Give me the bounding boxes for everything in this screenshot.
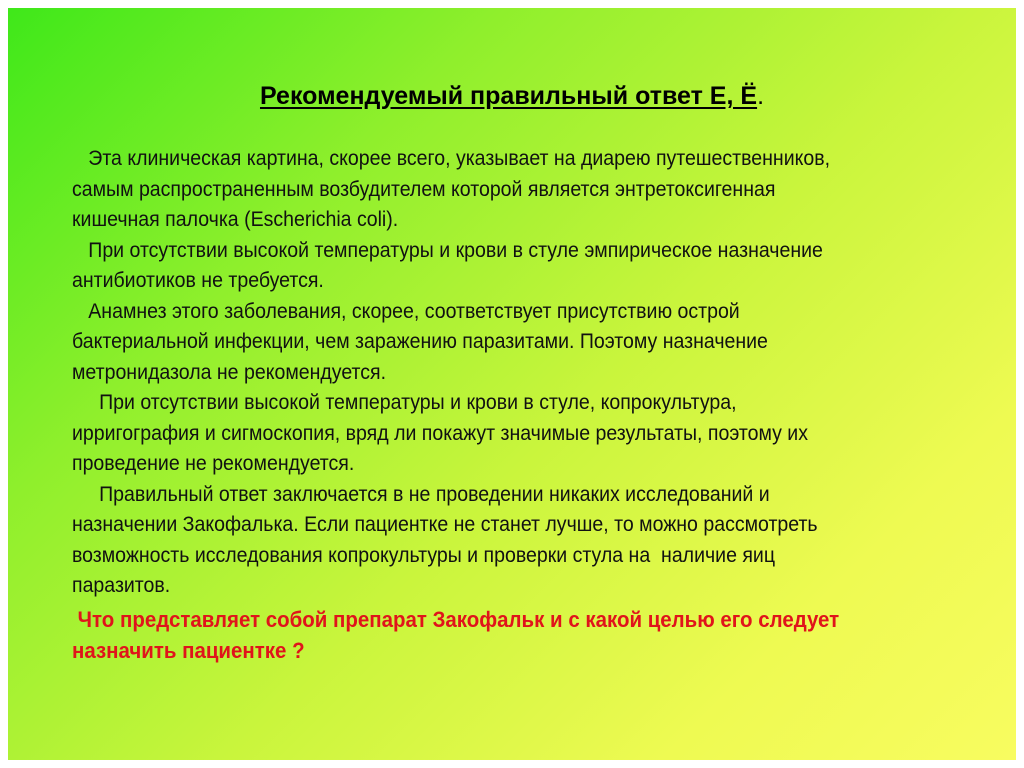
paragraph-line: ирригография и сигмоскопия, вряд ли покажут значимые результаты, поэтому их	[72, 421, 808, 445]
paragraph-line: Правильный ответ заключается в не проведении никаких исследований и	[72, 482, 770, 506]
paragraph-line: проведение не рекомендуется.	[72, 452, 355, 475]
paragraph-5	[72, 480, 909, 602]
paragraph-line: Анамнез этого заболевания, скорее, соответствует присутствию острой	[72, 299, 740, 323]
slide-title	[0, 80, 1024, 112]
paragraph-line: самым распространенным возбудителем которой является энтретоксигенная	[72, 177, 776, 201]
title-period: .	[757, 82, 765, 110]
paragraph-line: возможность исследования копрокультуры и проверки стула на наличие яиц	[72, 543, 776, 567]
paragraph-line: антибиотиков не требуется.	[72, 269, 324, 292]
paragraph-1	[72, 144, 909, 236]
title-text: Рекомендуемый правильный ответ Е, Ё	[259, 82, 758, 110]
question-line: назначить пациентке ?	[72, 638, 305, 663]
paragraph-4	[72, 388, 909, 480]
paragraph-line: Эта клиническая картина, скорее всего, указывает на диарею путешественников,	[72, 147, 831, 170]
paragraph-line: бактериальной инфекции, чем заражению паразитами. Поэтому назначение	[72, 330, 768, 353]
paragraph-line: назначении Закофалька. Если пациентке не станет лучше, то можно рассмотреть	[72, 513, 818, 536]
paragraph-3	[72, 297, 909, 389]
paragraph-line: паразитов.	[72, 574, 171, 597]
paragraph-2	[72, 236, 909, 297]
answer-body	[72, 144, 909, 602]
question-line: Что представляет собой препарат Закофальк и с какой целью его следует	[72, 607, 840, 632]
paragraph-line: метронидазола не рекомендуется.	[72, 360, 387, 384]
paragraph-line: При отсутствии высокой температуры и крови в стуле, копрокультура,	[72, 391, 737, 414]
question-text	[72, 604, 909, 666]
paragraph-line: кишечная палочка (Escherichia coli).	[72, 208, 399, 231]
paragraph-line: При отсутствии высокой температуры и крови в стуле эмпирическое назначение	[72, 238, 823, 262]
